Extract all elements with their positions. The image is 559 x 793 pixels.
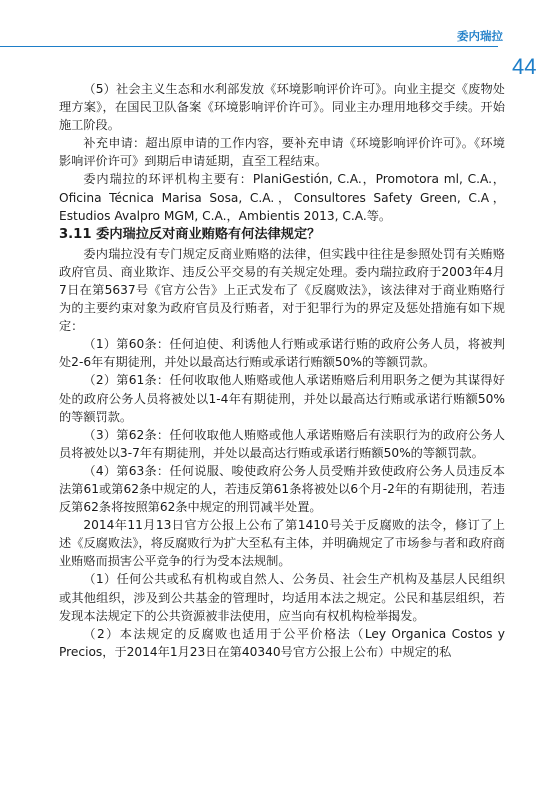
running-header-title: 委内瑞拉 bbox=[457, 29, 503, 43]
body-paragraph: （1）任何公共或私有机构或自然人、公务员、社会生产机构及基层人民组织或其他组织，涉及到公共基金的管理时，均适用本法之规定。公民和基层组织，若发现本法规定下的公共资源被非法使用，应当向有权机构检举揭发。 bbox=[59, 572, 505, 623]
body-paragraph: 委内瑞拉的环评机构主要有：PlaniGestión, C.A.，Promotora ml, C.A.，Oficina Técnica Marisa Sosa, C.A.，Consultores Safety Green, C.A，Estudios Avalpro MGM, C.A.，Ambientis 2013, C.A.等。 bbox=[59, 172, 505, 223]
body-paragraph: （3）第62条：任何收取他人贿赂或他人承诺贿赂后有渎职行为的政府公务人员将被处以3-7年有期徒刑，并处以最高达行贿或承诺行贿额50%的等额罚款。 bbox=[59, 427, 505, 460]
body-paragraph: （2）第61条：任何收取他人贿赂或他人承诺贿赂后利用职务之便为其谋得好处的政府公务人员将被处以1-4年有期徒刑，并处以最高达行贿或承诺行贿额50%的等额罚款。 bbox=[59, 373, 505, 424]
body-paragraph: （4）第63条：任何说服、唆使政府公务人员受贿并致使政府公务人员违反本法第61或第62条中规定的人，若违反第61条将被处以6个月-2年的有期徒刑，若违反第62条将按照第62条中规定的刑罚减半处置。 bbox=[59, 463, 505, 515]
section-heading: 3.11 委内瑞拉反对商业贿赂有何法律规定？ bbox=[59, 226, 321, 242]
page-number: 44 bbox=[512, 54, 537, 79]
body-paragraph: （5）社会主义生态和水利部发放《环境影响评价许可》。向业主提交《废物处理方案》，在国民卫队备案《环境影响评价许可》。同业主办理用地移交手续。开始施工阶段。 bbox=[59, 82, 505, 133]
body-paragraph: （1）第60条：任何迫使、利诱他人行贿或承诺行贿的政府公务人员，将被判处2-6年有期徒刑，并处以最高达行贿或承诺行贿额50%的等额罚款。 bbox=[59, 337, 505, 370]
body-paragraph: 2014年11月13日官方公报上公布了第1410号关于反腐败的法令，修订了上述《反腐败法》，将反腐败行为扩大至私有主体，并明确规定了市场参与者和政府商业贿赂而损害公平竞争的行为受本法规制。 bbox=[59, 518, 505, 569]
bottom-margin bbox=[0, 778, 559, 793]
body-paragraph: （2）本法规定的反腐败也适用于公平价格法（Ley Organica Costos y Precios，于2014年1月23日在第40340号官方公报上公布）中规定的私 bbox=[59, 626, 505, 659]
body-paragraph: 委内瑞拉没有专门规定反商业贿赂的法律，但实践中往往是参照处罚有关贿赂政府官员、商业欺诈、违反公平交易的有关规定处理。委内瑞拉政府于2003年4月7日在第5637号《官方公告》上正式发布了《反腐败法》，该法律对于商业贿赂行为的主要约束对象为政府官员及行贿者，对于犯罪行为的界定及惩处措施有如下规定： bbox=[59, 246, 505, 334]
page-body bbox=[59, 80, 505, 661]
body-paragraph: 补充申请：超出原申请的工作内容，要补充申请《环境影响评价许可》。《环境影响评价许可》到期后申请延期，直至工程结束。 bbox=[59, 136, 505, 169]
header-rule bbox=[0, 46, 498, 47]
